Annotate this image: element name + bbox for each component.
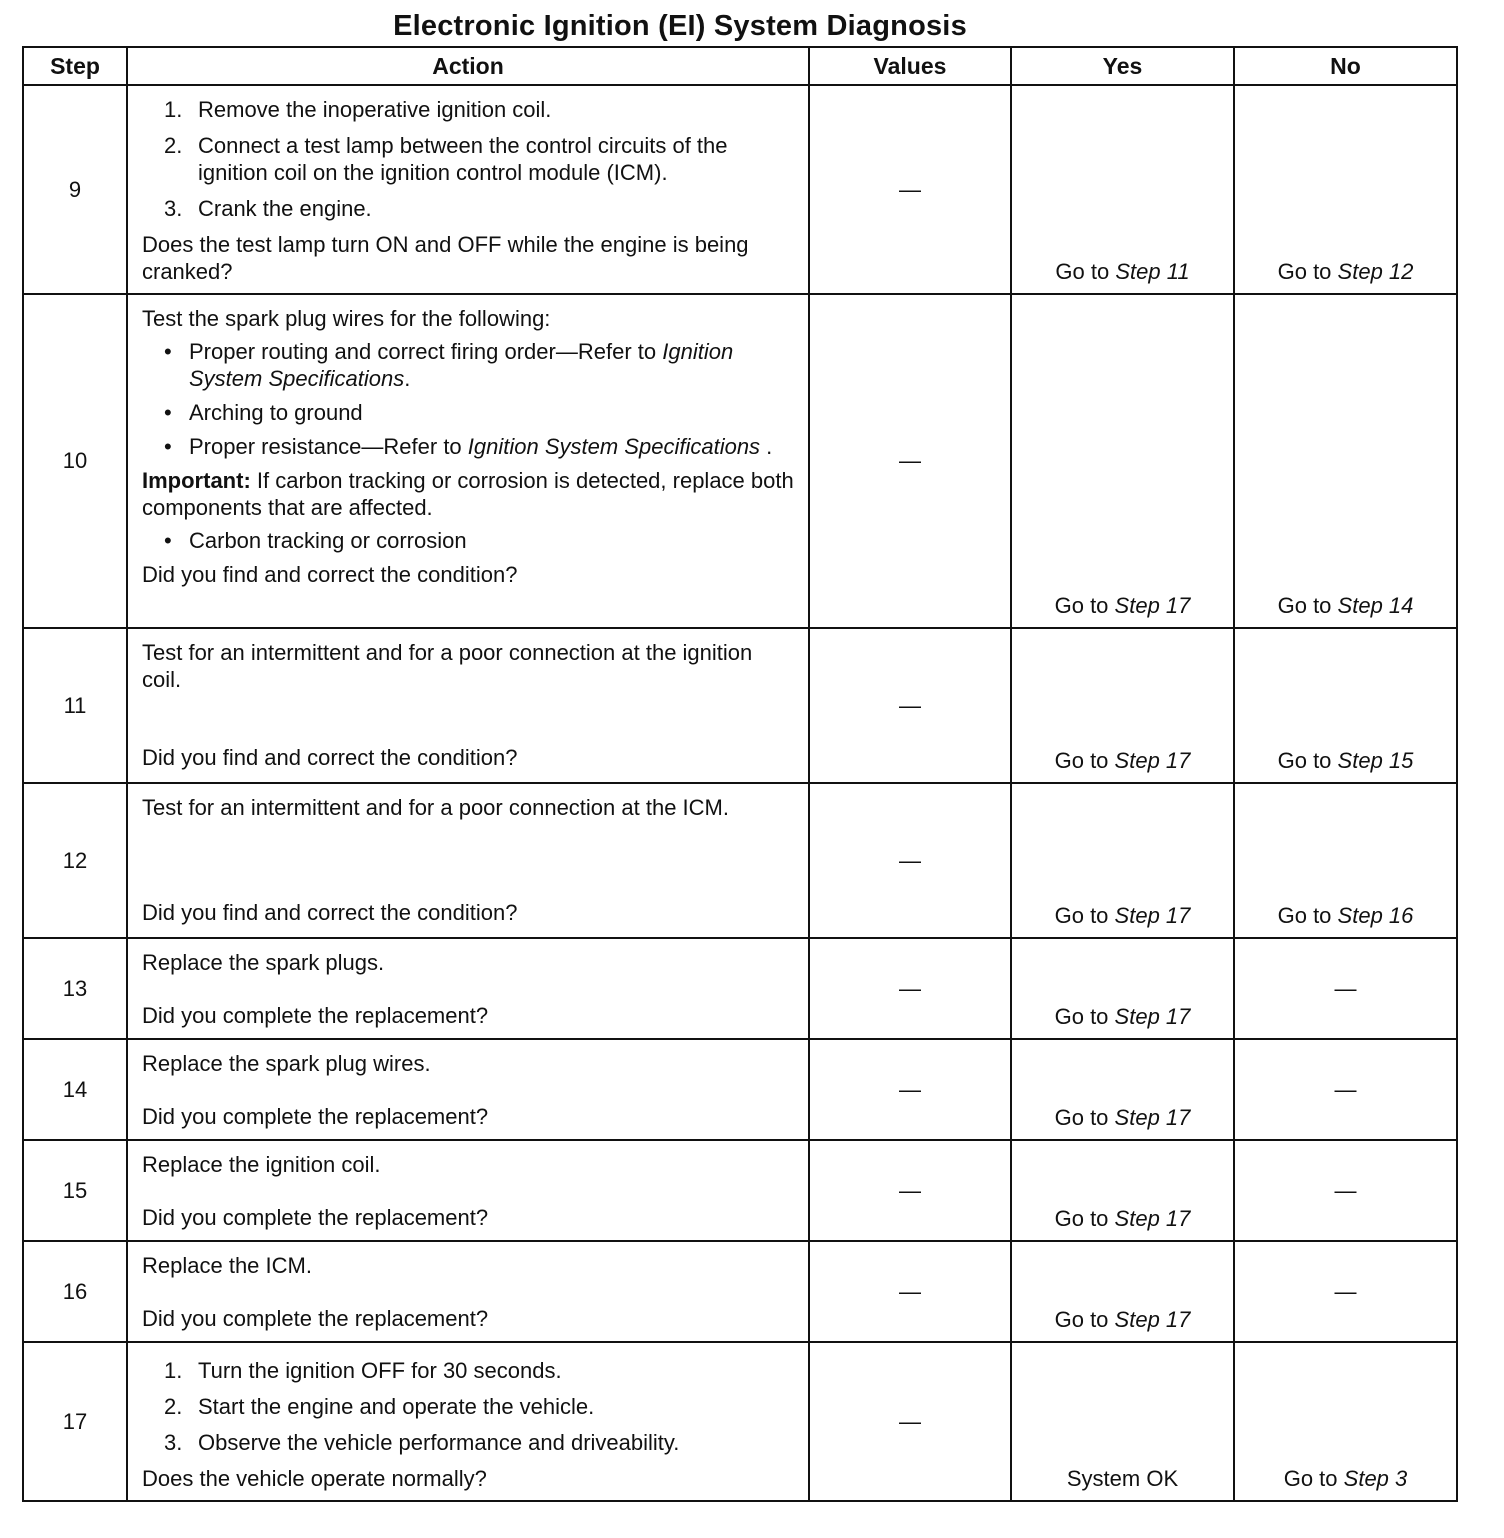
list-item: 2. Start the engine and operate the vehicle.: [164, 1394, 595, 1419]
yes-cell: Go to Step 17: [1011, 628, 1234, 783]
table-row: [23, 1140, 1457, 1241]
question: Did you find and correct the condition?: [142, 562, 518, 587]
table-row: [23, 1342, 1457, 1501]
table-row: [23, 938, 1457, 1039]
table-row: [23, 1039, 1457, 1140]
step-number: 13: [23, 938, 127, 1039]
header-action: Action: [127, 47, 809, 85]
yes-cell: System OK: [1011, 1342, 1234, 1501]
question: Does the test lamp turn ON and OFF while the engine is being cranked?: [142, 232, 749, 284]
question: Does the vehicle operate normally?: [142, 1466, 487, 1491]
no-cell: —: [1234, 1039, 1457, 1140]
no-cell: Go to Step 3: [1234, 1342, 1457, 1501]
list-item: • Proper routing and correct firing order—Refer to Ignition System Specifications.: [164, 339, 734, 391]
yes-cell: Go to Step 17: [1011, 1241, 1234, 1342]
no-cell: Go to Step 14: [1234, 294, 1457, 628]
list-item: • Arching to ground: [164, 400, 363, 425]
question: Did you complete the replacement?: [142, 1205, 489, 1230]
step-number: 16: [23, 1241, 127, 1342]
page-title: Electronic Ignition (EI) System Diagnosis: [393, 10, 967, 42]
action-cell: Test the spark plug wires for the following: • Proper routing and correct firing order—Refer to Ignition System Specifications. • Arching to ground • Proper resistance—Refer to Ignition System Specifications . Important: If carbon tracking or corrosion is detected, replace both components that are affected. • Carbon tracking or corrosion Did you find and correct the condition?: [127, 294, 809, 628]
action-cell: Replace the spark plug wires. Did you complete the replacement?: [127, 1039, 809, 1140]
yes-cell: Go to Step 17: [1011, 783, 1234, 938]
action-cell: Test for an intermittent and for a poor connection at the ignition coil. Did you find and correct the condition?: [127, 628, 809, 783]
values-cell: —: [809, 1039, 1011, 1140]
no-cell: Go to Step 16: [1234, 783, 1457, 938]
header-yes: Yes: [1011, 47, 1234, 85]
table-row: [23, 628, 1457, 783]
no-cell: —: [1234, 938, 1457, 1039]
action-cell: Replace the spark plugs. Did you complete the replacement?: [127, 938, 809, 1039]
values-cell: —: [809, 294, 1011, 628]
values-cell: —: [809, 1241, 1011, 1342]
step-number: 17: [23, 1342, 127, 1501]
list-item: 2. Connect a test lamp between the control circuits of the ignition coil on the ignition control module (ICM).: [164, 133, 728, 185]
step-number: 14: [23, 1039, 127, 1140]
step-number: 15: [23, 1140, 127, 1241]
question: Did you complete the replacement?: [142, 1003, 489, 1028]
table-row: [23, 1241, 1457, 1342]
action-cell: Replace the ICM. Did you complete the replacement?: [127, 1241, 809, 1342]
values-cell: —: [809, 938, 1011, 1039]
step-number: 11: [23, 628, 127, 783]
important-note: Important: If carbon tracking or corrosion is detected, replace both components that are affected.: [142, 468, 794, 520]
values-cell: —: [809, 1140, 1011, 1241]
question: Did you find and correct the condition?: [142, 745, 518, 770]
table-row: [23, 783, 1457, 938]
table-row: [23, 294, 1457, 628]
no-cell: Go to Step 12: [1234, 85, 1457, 294]
action-cell: Replace the ignition coil. Did you complete the replacement?: [127, 1140, 809, 1241]
diagnosis-table: [22, 46, 1458, 1502]
no-cell: —: [1234, 1140, 1457, 1241]
list-item: • Carbon tracking or corrosion: [164, 528, 467, 553]
values-cell: —: [809, 628, 1011, 783]
question: Did you find and correct the condition?: [142, 900, 518, 925]
list-item: 3. Crank the engine.: [164, 196, 372, 221]
action-cell: Test for an intermittent and for a poor connection at the ICM. Did you find and correct the condition?: [127, 783, 809, 938]
list-item: 3. Observe the vehicle performance and driveability.: [164, 1430, 680, 1455]
header-no: No: [1234, 47, 1457, 85]
yes-cell: Go to Step 17: [1011, 1039, 1234, 1140]
action-cell: [127, 1342, 809, 1501]
action-cell: [127, 85, 809, 294]
header-row: [23, 47, 1457, 85]
question: Did you complete the replacement?: [142, 1306, 489, 1331]
yes-cell: Go to Step 11: [1011, 85, 1234, 294]
header-values: Values: [809, 47, 1011, 85]
header-step: Step: [23, 47, 127, 85]
table-row: [23, 85, 1457, 294]
yes-cell: Go to Step 17: [1011, 294, 1234, 628]
step-number: 10: [23, 294, 127, 628]
yes-cell: Go to Step 17: [1011, 938, 1234, 1039]
step-number: 9: [23, 85, 127, 294]
question: Did you complete the replacement?: [142, 1104, 489, 1129]
step-number: 12: [23, 783, 127, 938]
no-cell: Go to Step 15: [1234, 628, 1457, 783]
list-item: 1. Remove the inoperative ignition coil.: [164, 97, 552, 122]
yes-cell: Go to Step 17: [1011, 1140, 1234, 1241]
values-cell: —: [809, 783, 1011, 938]
values-cell: —: [809, 1342, 1011, 1501]
list-item: 1. Turn the ignition OFF for 30 seconds.: [164, 1358, 562, 1383]
list-item: • Proper resistance—Refer to Ignition System Specifications .: [164, 434, 773, 459]
values-cell: —: [809, 85, 1011, 294]
no-cell: —: [1234, 1241, 1457, 1342]
